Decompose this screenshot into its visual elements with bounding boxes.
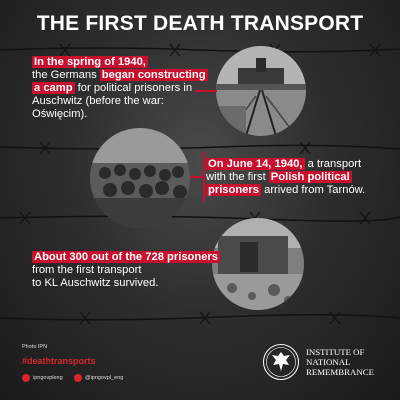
facebook-handle: ipngovpleng [33,375,63,381]
barbed-wire-mid1 [0,138,400,158]
page-title: THE FIRST DEATH TRANSPORT [36,12,364,35]
text-with-first: with the first [206,171,269,183]
photo-prisoners [90,128,190,228]
twitter-icon [74,374,82,382]
facebook-link[interactable] [22,374,63,382]
text-germans: the Germans [32,69,100,81]
text-block-2 [206,158,396,197]
institute-line-2: NATIONAL [306,357,351,367]
highlight-about-300: About 300 out of the 728 prisoners [34,251,219,263]
twitter-handle: @ipngovpl_eng [85,375,124,381]
highlight-june-14: On June 14, 1940, [208,158,303,170]
hashtag-link[interactable]: #deathtransports [22,356,96,366]
text-arrived-tarnow: arrived from Tarnów. [260,184,366,196]
text-first-transport: from the first transport [32,264,142,276]
highlight-spring-1940: In the spring of 1940, [34,56,146,68]
text-block-1 [32,56,232,121]
institute-name [306,347,374,377]
highlight-began-constructing: began constructing [101,69,206,81]
ipn-eagle-seal-icon [262,343,300,381]
connector-line-2b [203,152,205,202]
twitter-link[interactable] [74,374,123,382]
facebook-icon [22,374,30,382]
highlight-polish-political: Polish political [270,171,350,183]
barbed-wire-bottom [0,308,400,328]
connector-line-2 [190,176,204,178]
text-auschwitz: Auschwitz (before the war: [32,95,164,107]
photo-credit: Photo IPN [22,344,48,350]
text-a-transport: a transport [304,158,362,170]
barbed-wire-mid2 [0,208,400,228]
highlight-a-camp: a camp [34,82,73,94]
text-political-prisoners: for political prisoners in [74,82,193,94]
text-survived: to KL Auschwitz survived. [32,277,159,289]
text-oswiecim: Oświęcim). [32,108,88,120]
highlight-prisoners: prisoners [208,184,259,196]
institute-line-3: REMEMBRANCE [306,367,374,377]
text-block-3 [32,251,232,290]
institute-line-1: INSTITUTE OF [306,347,365,357]
